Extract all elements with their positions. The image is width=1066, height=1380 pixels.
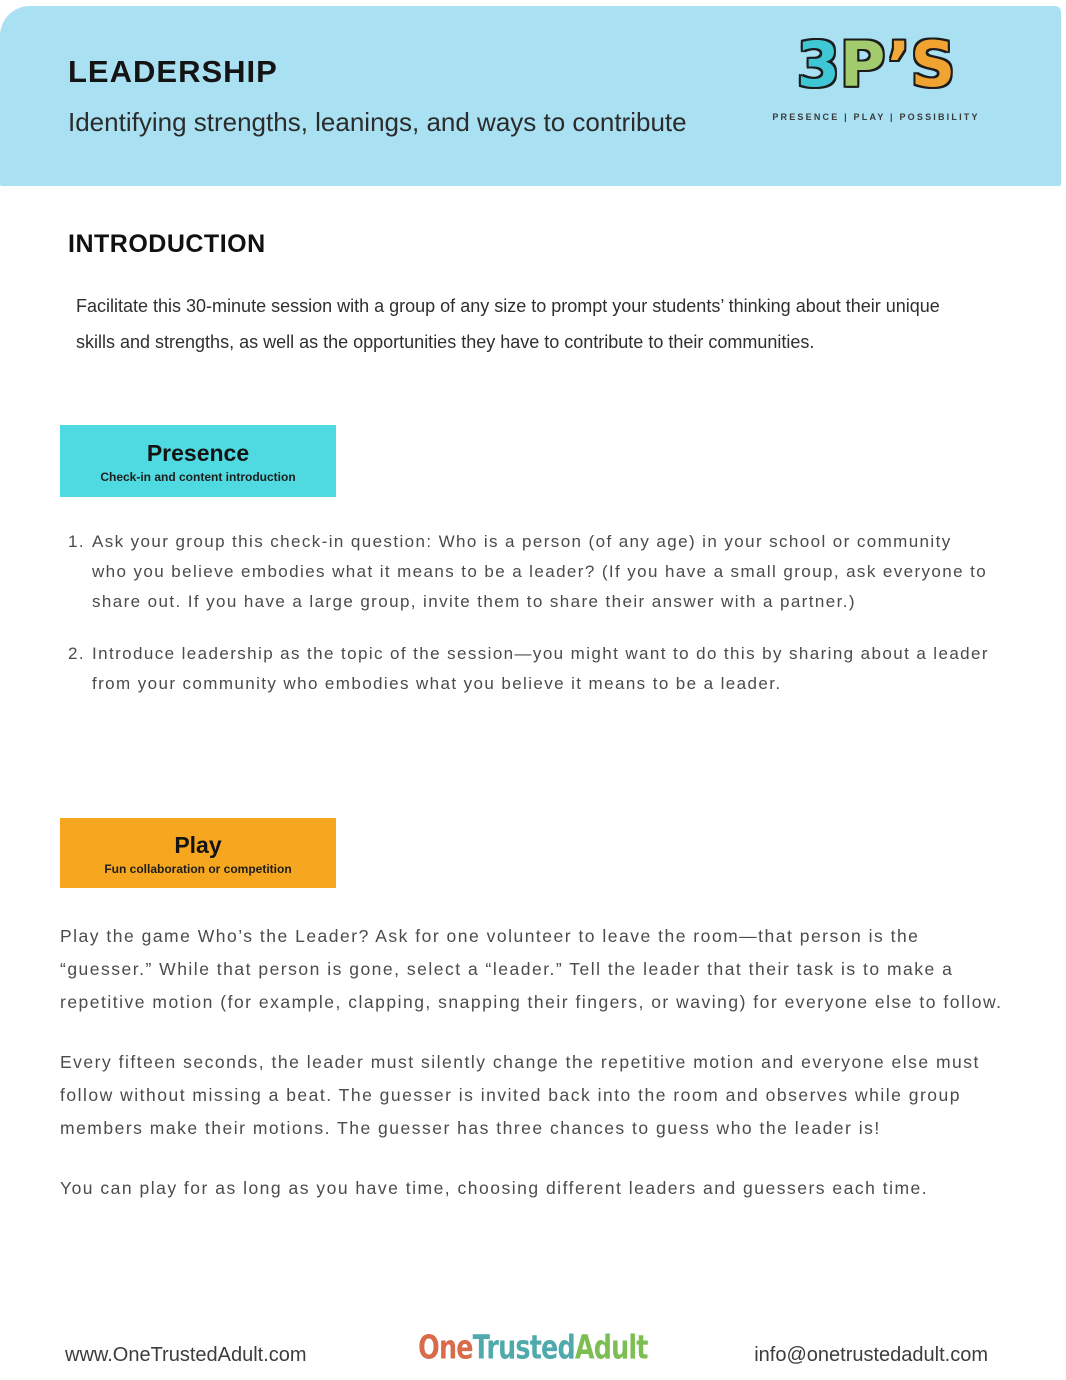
play-paragraph: Every fifteen seconds, the leader must silently change the repetitive motion and everyone else must follow without missing a beat. The guesser is invited back into the room and observes while group members make their motions. The guesser has three chances to guess who the leader is!: [60, 1052, 980, 1138]
list-item: [62, 639, 992, 699]
onetrustedadult-logo-trusted: Trusted: [472, 1329, 575, 1367]
3ps-logo-letter-3: 3: [796, 28, 840, 101]
play-subtitle: Fun collaboration or competition: [104, 861, 292, 876]
presence-section-box: [60, 425, 336, 497]
play-paragraph: Play the game Who’s the Leader? Ask for one volunteer to leave the room—that person is the “guesser.” While that person is gone, select a “leader.” Tell the leader that their task is to make a repetitive motion (for example, clapping, snapping their fingers, or waving) for everyone else to follow.: [60, 926, 1003, 1012]
onetrustedadult-logo-one: One: [418, 1329, 473, 1367]
presence-subtitle: Check-in and content introduction: [100, 469, 296, 484]
list-item-text: Ask your group this check-in question: Who is a person (of any age) in your school or community who you believe embodies what it means to be a leader? (If you have a small group, ask everyone to share out. If you have a large group, invite them to share their answer with a partner.): [92, 532, 988, 611]
list-item-number: 2.: [68, 644, 85, 663]
page-subtitle: Identifying strengths, leanings, and ways to contribute: [68, 107, 687, 137]
list-item-text: Introduce leadership as the topic of the session—you might want to do this by sharing about a leader from your community who embodies what you believe it means to be a leader.: [92, 644, 989, 693]
introduction-paragraph: Facilitate this 30-minute session with a group of any size to prompt your students’ thinking about their unique skills and strengths, as well as the opportunities they have to contribute to their communities.: [76, 296, 940, 352]
play-section-box: [60, 818, 336, 888]
onetrustedadult-logo-adult: Adult: [574, 1329, 648, 1367]
presence-title: Presence: [146, 439, 250, 466]
list-item: [62, 527, 992, 617]
3ps-logo-letters: [761, 30, 991, 100]
3ps-logo-tagline: PRESENCE | PLAY | POSSIBILITY: [772, 112, 980, 122]
presence-steps-list: [62, 527, 992, 721]
3ps-logo-letter-s: S: [910, 28, 956, 101]
header-banner: [0, 6, 1061, 186]
play-title: Play: [174, 831, 222, 858]
page-title: LEADERSHIP: [68, 54, 278, 89]
list-item-number: 1.: [68, 532, 85, 551]
3ps-logo-apostrophe: ’: [887, 28, 911, 101]
play-paragraph: You can play for as long as you have time, choosing different leaders and guessers each time.: [60, 1178, 929, 1198]
footer-website-link[interactable]: www.OneTrustedAdult.com: [65, 1344, 307, 1366]
footer-email-link[interactable]: info@onetrustedadult.com: [754, 1344, 988, 1366]
introduction-heading: INTRODUCTION: [68, 230, 266, 258]
play-instructions: [60, 920, 1005, 1232]
3ps-logo-letter-p: P: [839, 28, 888, 101]
3ps-logo: [761, 30, 991, 122]
